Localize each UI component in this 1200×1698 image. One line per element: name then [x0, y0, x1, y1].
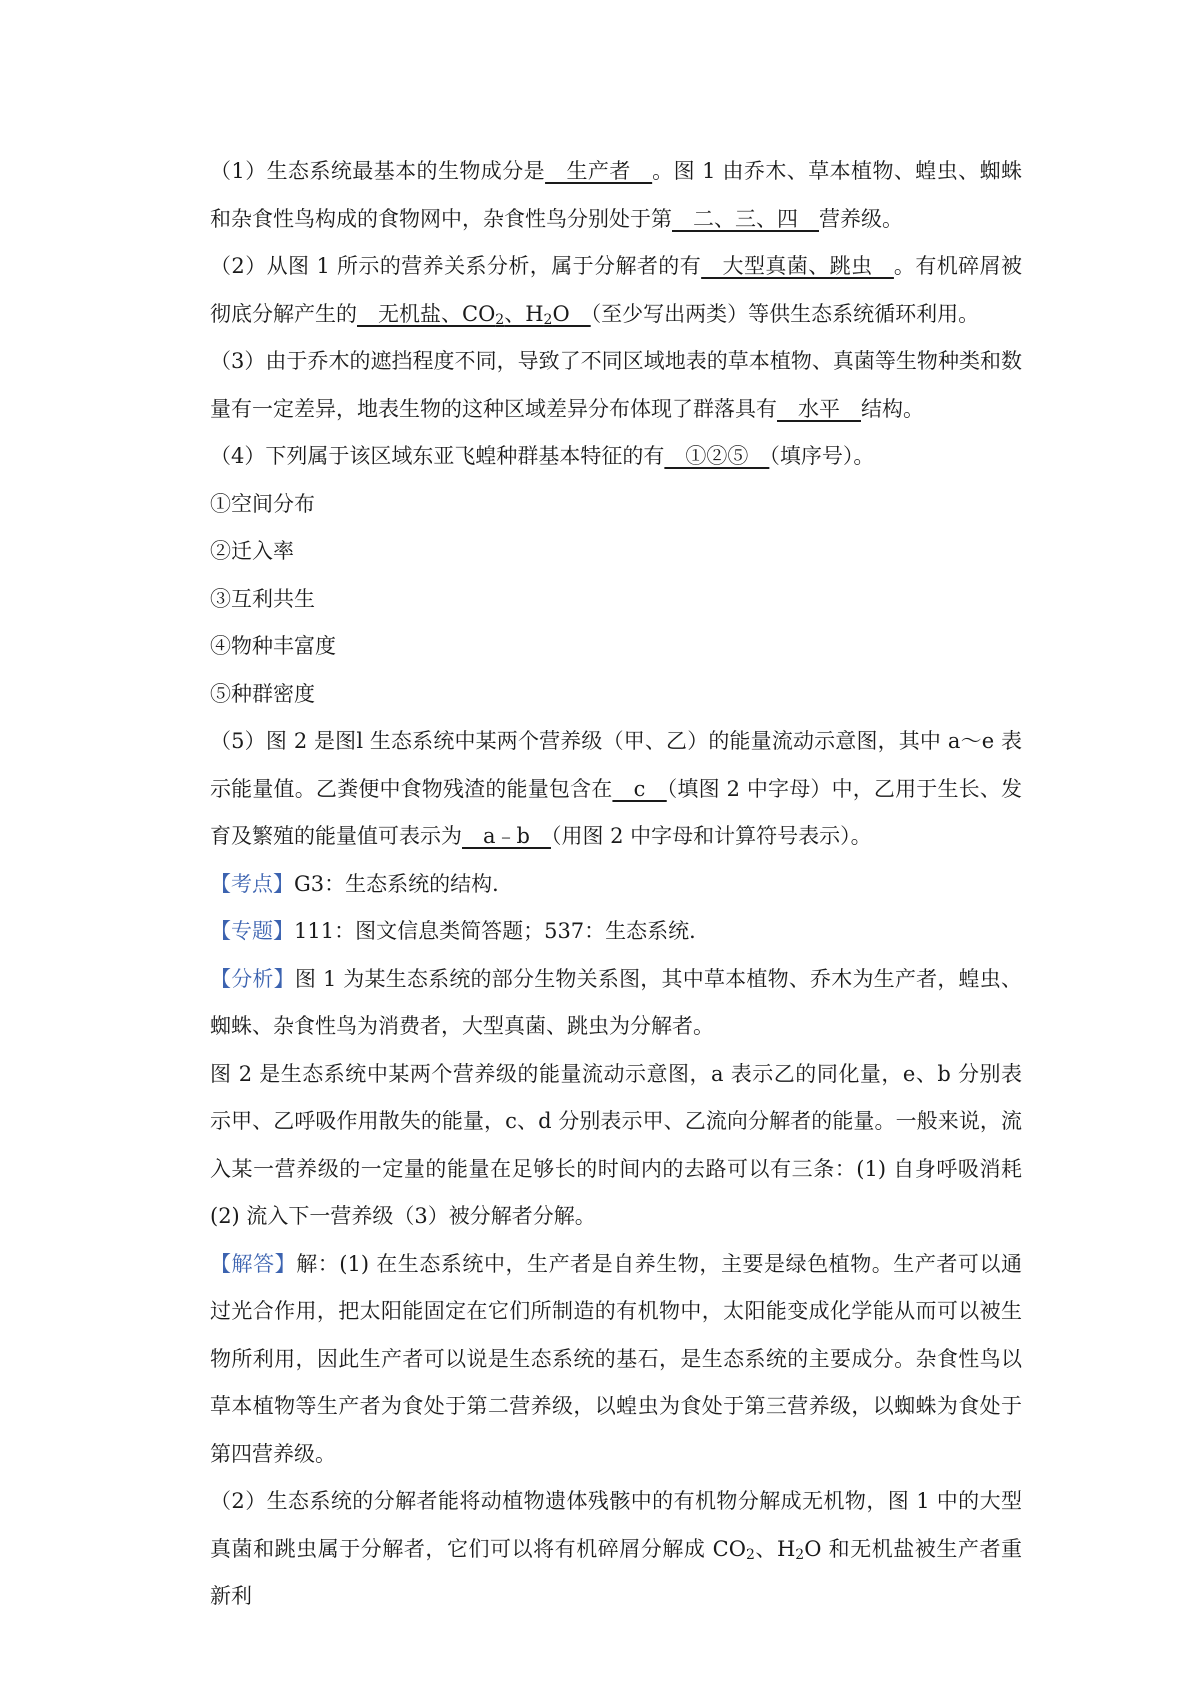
q1-text-3: 营养级。 [819, 206, 903, 231]
jieda-sub-1: 2 [745, 1546, 755, 1563]
zhuanti-text: 111：图文信息类简答题；537：生态系统． [294, 919, 711, 943]
question-1 [210, 148, 1022, 243]
q2-text-3: （至少写出两类）等供生态系统循环利用。 [590, 301, 980, 326]
q2-blank-2-sub-2: 2 [543, 311, 553, 328]
jieda-text-2b: 、H [754, 1536, 796, 1561]
fenxi-section [210, 956, 1022, 1051]
jieda-label: 【解答】 [210, 1251, 297, 1276]
q2-blank-2-part-b: 、H [504, 301, 544, 326]
question-5 [210, 718, 1022, 861]
q3-blank-1: 水平 [777, 396, 861, 421]
answer-content [210, 148, 1022, 1621]
q2-blank-2-part-a: 无机盐、CO [357, 301, 496, 326]
q5-text-2: （填图 2 中字母）中，乙用于生长、发育及繁殖的能量值可表示为 [210, 776, 1023, 848]
jieda-text: 解：(1) 在生态系统中，生产者是自养生物，主要是绿色植物。生产者可以通过光合作用，把太阳能固定在它们所制造的有机物中，太阳能变成化学能从而可以被生物所利用，因此生产者可以说是生态系统的基石，是生态系统的主要成分。杂食性鸟以草本植物等生产者为食处于第二营养级，以蝗虫为食处于第三营养级，以蜘蛛为食处于第四营养级。 [210, 1251, 1023, 1466]
q4-option: ①空间分布 [210, 491, 315, 516]
q3-text-2: 结构。 [861, 396, 924, 421]
q4-option: ②迁入率 [210, 539, 294, 563]
fenxi-paragraph-2: 图 2 是生态系统中某两个营养级的能量流动示意图，a 表示乙的同化量，e、b 分别表示甲、乙呼吸作用散失的能量，c、d 分别表示甲、乙流向分解者的能量。一般来说，流入某一营养级的一定量的能量在足够长的时间内的去路可以有三条：(1) 自身呼吸消耗 (2) 流入下一营养级（3）被分解者分解。 [210, 1061, 1022, 1228]
jieda-sub-2: 2 [795, 1546, 805, 1563]
question-3 [210, 338, 1022, 433]
fenxi-label: 【分析】 [210, 966, 295, 991]
q2-text-2: 。有机碎屑被彻底分解产生的 [210, 254, 1023, 326]
q2-blank-2 [357, 302, 591, 326]
q2-blank-2-part-c: O [552, 301, 591, 326]
zhuanti-section [210, 908, 1022, 956]
q2-blank-1: 大型真菌、跳虫 [701, 254, 894, 278]
q2-text-1: （2）从图 1 所示的营养关系分析，属于分解者的有 [210, 254, 702, 278]
q4-option: ④物种丰富度 [210, 634, 336, 658]
jieda-section [210, 1241, 1022, 1479]
q2-blank-2-sub-1: 2 [495, 311, 505, 328]
kaodian-section [210, 861, 1022, 909]
q5-blank-2: a﹣b [462, 824, 551, 848]
q4-text-2: （填序号）。 [769, 444, 875, 468]
q4-option: ⑤种群密度 [210, 681, 315, 706]
jieda-text-2a: （2）生态系统的分解者能将动植物遗体残骸中的有机物分解成无机物，图 1 中的大型真菌和跳虫属于分解者，它们可以将有机碎屑分解成 CO [210, 1489, 1022, 1561]
question-4 [210, 433, 1022, 481]
kaodian-text: G3：生态系统的结构． [294, 871, 514, 896]
jieda-text-2c: O 和无机盐被生产者重新利 [210, 1536, 1022, 1608]
kaodian-label: 【考点】 [210, 871, 294, 896]
q4-text-1: （4）下列属于该区域东亚飞蝗种群基本特征的有 [210, 444, 665, 468]
fenxi-text: 图 1 为某生态系统的部分生物关系图，其中草本植物、乔木为生产者，蝗虫、蜘蛛、杂食性鸟为消费者，大型真菌、跳虫为分解者。 [210, 966, 1022, 1038]
q1-text-1: （1）生态系统最基本的生物成分是 [210, 159, 546, 183]
zhuanti-label: 【专题】 [210, 919, 294, 943]
q5-text-1: （5）图 2 是图l 生态系统中某两个营养级（甲、乙）的能量流动示意图，其中 a～e 表示能量值。乙粪便中食物残渣的能量包含在 [210, 729, 1022, 801]
q4-option: ③互利共生 [210, 586, 315, 611]
q4-blank-1: ①②⑤ [664, 444, 770, 468]
q5-blank-1: c [612, 776, 667, 801]
question-2 [210, 243, 1022, 338]
q1-blank-2: 二、三、四 [672, 206, 819, 231]
jieda-paragraph-2 [210, 1478, 1022, 1621]
q5-text-3: （用图 2 中字母和计算符号表示）。 [550, 824, 872, 848]
q3-text-1: （3）由于乔木的遮挡程度不同，导致了不同区域地表的草本植物、真菌等生物种类和数量有一定差异，地表生物的这种区域差异分布体现了群落具有 [210, 349, 1022, 421]
q1-blank-1: 生产者 [545, 159, 653, 183]
q1-text-2: 。图 1 由乔木、草本植物、蝗虫、蜘蛛和杂食性鸟构成的食物网中，杂食性鸟分别处于第 [210, 159, 1022, 231]
